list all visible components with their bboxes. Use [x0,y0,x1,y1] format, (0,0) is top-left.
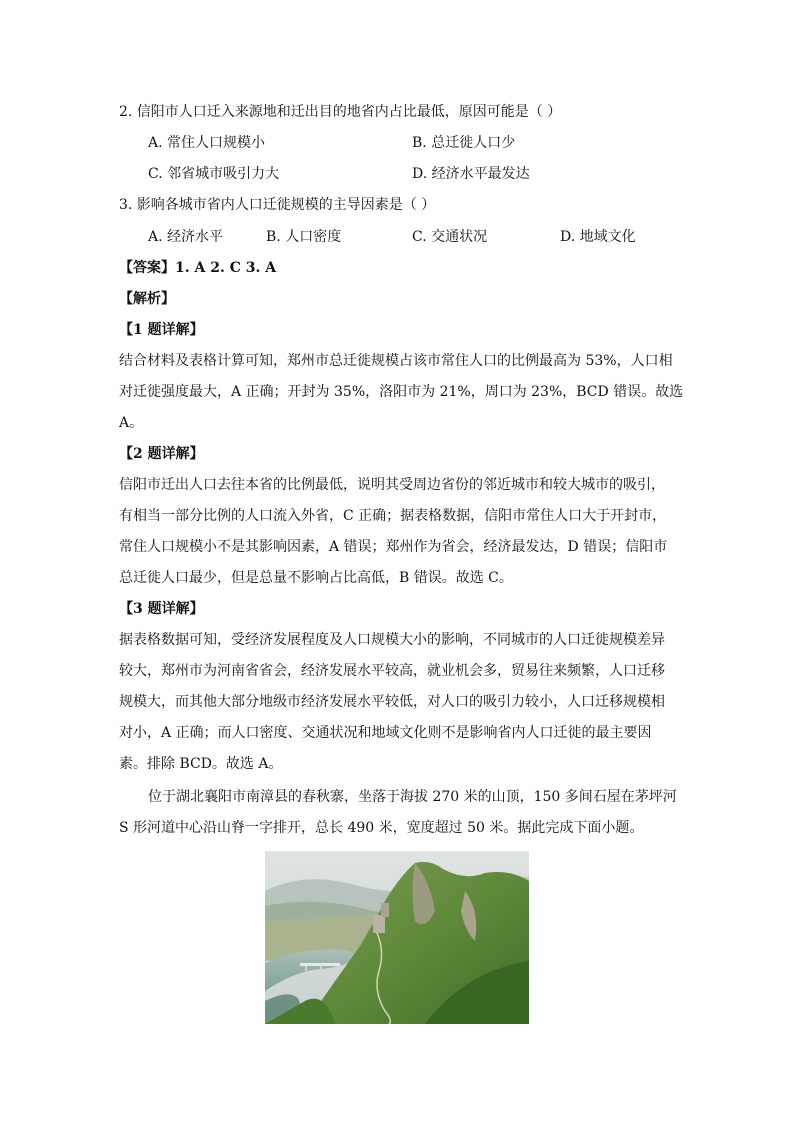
mountain-photo [265,851,529,1024]
question-2-option-b: B. 总迁徙人口少 [412,135,516,151]
detail-2-line: 信阳市迁出人口去往本省的比例最低，说明其受周边省份的邻近城市和较大城市的吸引， [119,477,665,493]
question-3-option-b: B. 人口密度 [266,229,342,245]
detail-3-line: 较大，郑州市为河南省省会，经济发展水平较高，就业机会多，贸易往来频繁，人口迁移 [119,663,665,679]
detail-1-line: A。 [119,415,144,431]
question-2-option-c: C. 邻省城市吸引力大 [148,166,280,182]
mountain-photo-illustration [265,851,529,1024]
detail-1-line: 结合材料及表格计算可知，郑州市总迁徙规模占该市常住人口的比例最高为 53%，人口相 [119,353,673,369]
answer-line: 【答案】1. A 2. C 3. A [119,260,277,276]
intro-line: S 形河道中心沿山脊一字排开，总长 490 米，宽度超过 50 米。据此完成下面小题。 [119,820,644,836]
detail-2-title: 【2 题详解】 [119,446,204,462]
question-3-option-c: C. 交通状况 [412,229,488,245]
detail-1-line: 对迁徙强度最大，A 正确；开封为 35%，洛阳市为 21%，周口为 23%，BCD 错误。故选 [119,384,684,400]
detail-3-title: 【3 题详解】 [119,601,204,617]
detail-3-line: 规模大，而其他大部分地级市经济发展水平较低，对人口的吸引力较小，人口迁移规模相 [119,694,665,710]
question-3-option-d: D. 地域文化 [560,229,636,245]
question-2-option-a: A. 常住人口规模小 [148,135,266,151]
question-2-stem: 2. 信阳市人口迁入来源地和迁出目的地省内占比最低，原因可能是（ ） [119,104,562,120]
detail-3-line: 据表格数据可知，受经济发展程度及人口规模大小的影响，不同城市的人口迁徙规模差异 [119,632,665,648]
detail-2-line: 有相当一部分比例的人口流入外省，C 正确；据表格数据，信阳市常住人口大于开封市， [119,508,667,524]
detail-3-line: 对小，A 正确；而人口密度、交通状况和地域文化则不是影响省内人口迁徙的最主要因 [119,725,652,741]
detail-3-line: 素。排除 BCD。故选 A。 [119,756,283,772]
question-3-option-a: A. 经济水平 [148,229,224,245]
intro-line: 位于湖北襄阳市南漳县的春秋寨，坐落于海拔 270 米的山顶，150 多间石屋在茅坪河 [148,789,677,805]
analysis-title: 【解析】 [119,291,175,307]
detail-1-title: 【1 题详解】 [119,322,204,338]
detail-2-line: 常住人口规模小不是其影响因素，A 错误；郑州作为省会，经济最发达，D 错误；信阳市 [119,539,668,555]
question-3-stem: 3. 影响各城市省内人口迁徙规模的主导因素是（ ） [119,197,436,213]
detail-2-line: 总迁徙人口最少，但是总量不影响占比高低，B 错误。故选 C。 [119,570,513,586]
question-2-option-d: D. 经济水平最发达 [412,166,530,182]
